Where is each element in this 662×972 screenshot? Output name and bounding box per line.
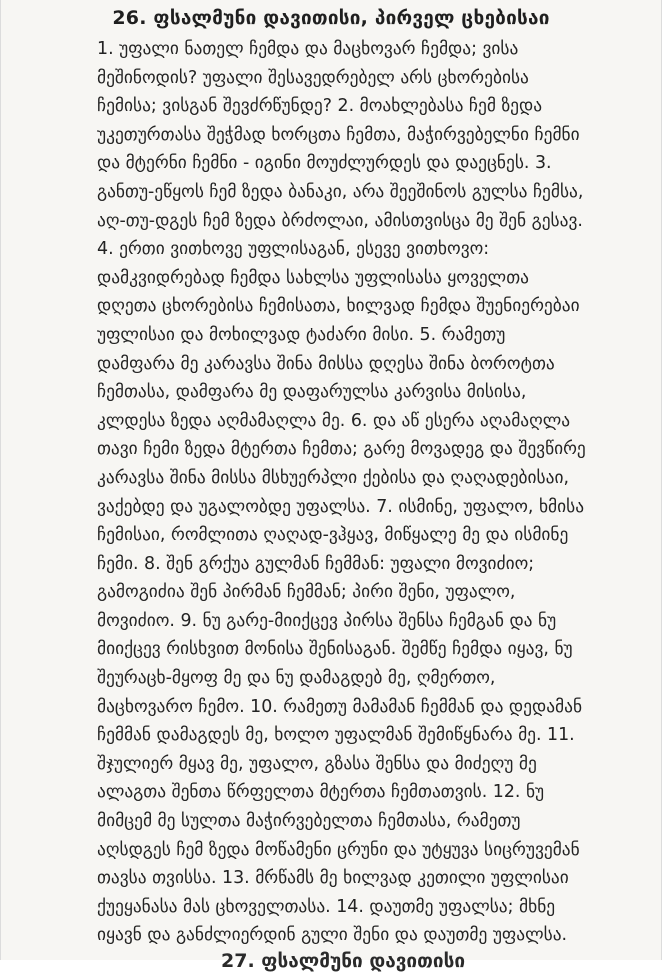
next-psalm-heading-cut	[221, 948, 481, 972]
next-psalm-heading: 27. ფსალმუნი დავითისი	[221, 950, 466, 972]
psalm-body-text: 1. უფალი ნათელ ჩემდა და მაცხოვარ ჩემდა; ვისა მეშინოდის? უფალი შესავედრებელ არს ცხორებისა ჩემისა; ვისგან შევძრწუნდე? 2. მოახლებასა ჩემ ზედა უკეთურთასა შეჭმად ხორცთა ჩემთა, მაჭირვებელნი ჩემნი და მტერნი ჩემნი - იგინი მოუძლურდეს და დაეცნეს. 3. განთუ-ეწყოს ჩემ ზედა ბანაკი, არა შეეშინოს გულსა ჩემსა, აღ-თუ-დგეს ჩემ ზედა ბრძოლაი, ამისთვისცა მე შენ გესავ. 4. ერთი ვითხოვე უფლისაგან, ესევე ვითხოვო: დამკვიდრებად ჩემდა სახლსა უფლისასა ყოველთა დღეთა ცხორებისა ჩემისათა, ხილვად ჩემდა შუენიერებაი უფლისაი და მოხილვად ტაძარი მისი. 5. რამეთუ დამფარა მე კარავსა შინა მისსა დღესა შინა ბოროტთა ჩემთასა, დამფარა მე დაფარულსა კარვისა მისისა, კლდესა ზედა აღმამაღლა მე. 6. და აწ ესერა აღამაღლა თავი ჩემი ზედა მტერთა ჩემთა; გარე მოვადეგ და შევწირე კარავსა შინა მისსა მსხუერპლი ქებისა და ღაღადებისაი, ვაქებდე და უგალობდე უფალსა. 7. ისმინე, უფალო, ხმისა ჩემისაი, რომლითა ღაღად-ვჰყავ, მიწყალე მე და ისმინე ჩემი. 8. შენ გრქუა გულმან ჩემმან: უფალი მოვიძიო; გამოგიძია შენ პირმან ჩემმან; პირი შენი, უფალო, მოვიძიო. 9. ნუ გარე-მიიქცევ პირსა შენსა ჩემგან და ნუ მიიქცევ რისხვით მონისა შენისაგან. შემწე ჩემდა იყავ, ნუ შეურაცხ-მყოფ მე და ნუ დამაგდებ მე, ღმერთო, მაცხოვარო ჩემო. 10. რამეთუ მამამან ჩემმან და დედამან ჩემმან დამაგდეს მე, ხოლო უფალმან შემიწყნარა მე. 11. შჯულიერ მყავ მე, უფალო, გზასა შენსა და მიძეღუ მე ალაგთა შენთა წრფელთა მტერთა ჩემთათვის. 12. ნუ მიმცემ მე სულთა მაჭირვებელთა ჩემთასა, რამეთუ აღსდგეს ჩემ ზედა მოწამენი ცრუნი და უტყუვა სიცრუვემან თავსა თვისსა. 13. მრწამს მე ხილვად კეთილი უფლისაი ქუეყანასა მას ცხოველთასა. 14. დაუთმე უფალსა; მხნე იყავნ და განძლიერდინ გული შენი და დაუთმე უფალსა.	[97, 39, 586, 946]
psalm-title: 26. ფსალმუნი დავითისი, პირველ ცხებისაი	[112, 7, 550, 29]
